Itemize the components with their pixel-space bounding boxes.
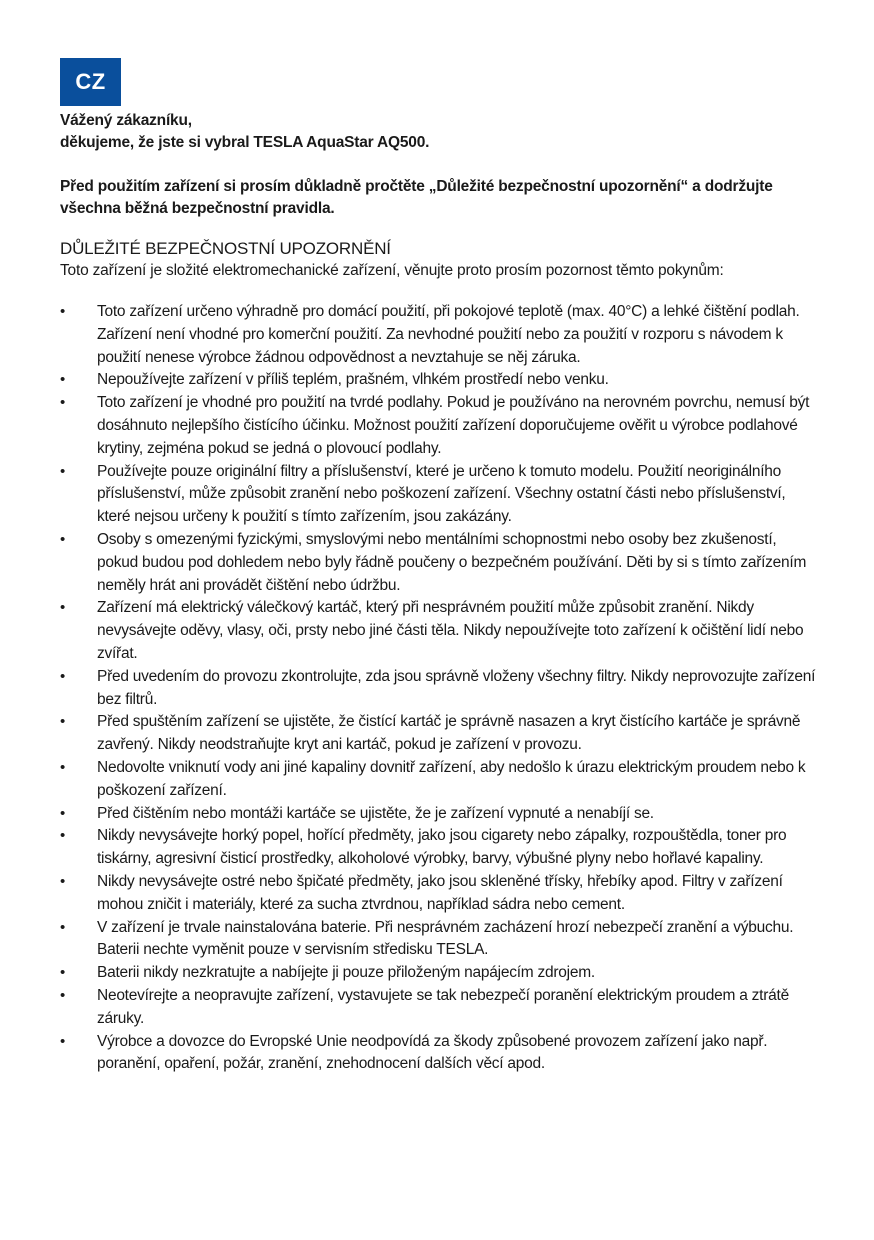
- list-item-text: V zařízení je trvale nainstalována baterie. Při nesprávném zacházení hrozí nebezpečí zranění a výbuchu. Baterii nechte vyměnit pouze v servisním středisku TESLA.: [97, 918, 794, 959]
- list-item: [60, 711, 820, 757]
- bullet-icon: •: [60, 872, 66, 890]
- list-item: [60, 825, 820, 871]
- list-item: [60, 461, 820, 529]
- bullet-icon: •: [60, 394, 66, 412]
- list-item: [60, 985, 820, 1031]
- section-lead: Toto zařízení je složité elektromechanické zařízení, věnujte proto prosím pozornost těmto pokynům:: [60, 262, 724, 279]
- instruction-text: Před použitím zařízení si prosím důkladně pročtěte „Důležité bezpečnostní upozornění“ a dodržujte všechna běžná bezpečnostní pravidla.: [60, 178, 773, 217]
- list-item-text: Toto zařízení je vhodné pro použití na tvrdé podlahy. Pokud je používáno na nerovném povrchu, nemusí být dosáhnuto nejlepšího čistícího účinku. Možnost použití zařízení doporučujeme ověřit u výrobce podlahové krytiny, zejména pokud se jedná o plovoucí podlahy.: [97, 394, 810, 457]
- list-item-text: Nikdy nevysávejte horký popel, hořící předměty, jako jsou cigarety nebo zápalky, rozpouštědla, toner pro tiskárny, agresivní čisticí prostředky, alkoholové výrobky, barvy, výbušné plyny nebo hořlavé kapaliny.: [97, 827, 787, 868]
- spacer: [60, 154, 820, 176]
- list-item-text: Před čištěním nebo montáži kartáče se ujistěte, že je zařízení vypnuté a nenabíjí se.: [97, 804, 654, 822]
- section-title: DŮLEŽITÉ BEZPEČNOSTNÍ UPOZORNĚNÍ: [60, 239, 391, 258]
- list-item-text: Před spuštěním zařízení se ujistěte, že čistící kartáč je správně nasazen a kryt čistícího kartáče je správně zavřený. Nikdy neodstraňujte kryt ani kartáč, pokud je zařízení v provozu.: [97, 713, 801, 754]
- list-item: [60, 871, 820, 917]
- list-item-text: Nikdy nevysávejte ostré nebo špičaté předměty, jako jsou skleněné třísky, hřebíky apod. Filtry v zařízení mohou zničit i materiály, které za sucha ztvrdnou, například sádra nebo cement.: [97, 872, 783, 913]
- list-item-text: Neotevírejte a neopravujte zařízení, vystavujete se tak nebezpečí poranění elektrickým proudem a ztrátě záruky.: [97, 986, 789, 1027]
- safety-rules-list: [60, 301, 820, 1076]
- bullet-icon: •: [60, 986, 66, 1004]
- bullet-icon: •: [60, 713, 66, 731]
- list-item: [60, 1031, 820, 1077]
- list-item: [60, 962, 820, 985]
- bullet-icon: •: [60, 758, 66, 776]
- bullet-icon: •: [60, 1032, 66, 1050]
- bullet-icon: •: [60, 530, 66, 548]
- list-item-text: Osoby s omezenými fyzickými, smyslovými nebo mentálními schopnostmi nebo osoby bez zkušeností, pokud budou pod dohledem nebo byly řádně poučeny o bezpečném používání. Děti by si s tímto zařízením neměly hrát ani provádět čištění nebo údržbu.: [97, 530, 807, 594]
- list-item-text: Nepoužívejte zařízení v příliš teplém, prašném, vlhkém prostředí nebo venku.: [97, 371, 609, 389]
- thanks-line: děkujeme, že jste si vybral TESLA AquaStar AQ500.: [60, 134, 430, 151]
- bullet-icon: •: [60, 371, 66, 389]
- list-item-text: Používejte pouze originální filtry a příslušenství, které je určeno k tomuto modelu. Použití neoriginálního příslušenství, může způsobit zranění nebo poškození zařízení. Všechny ostatní části nebo příslušenství, které nejsou určeny k použití s tímto zařízením, jsou zakázány.: [97, 462, 786, 526]
- list-item-text: Před uvedením do provozu zkontrolujte, zda jsou správně vloženy všechny filtry. Nikdy neprovozujte zařízení bez filtrů.: [97, 667, 816, 708]
- bullet-icon: •: [60, 667, 66, 685]
- list-item-text: Toto zařízení určeno výhradně pro domácí použití, při pokojové teplotě (max. 40°C) a lehké čištění podlah. Zařízení není vhodné pro komerční použití. Za nevhodné použití nebo za použití v rozporu s návodem k použití nenese výrobce žádnou odpovědnost a nevztahuje se něj záruka.: [97, 303, 800, 366]
- list-item: [60, 597, 820, 665]
- list-item-text: Výrobce a dovozce do Evropské Unie neodpovídá za škody způsobené provozem zařízení jako např. poranění, opaření, požár, zranění, znehodnocení dalších věcí apod.: [97, 1032, 768, 1073]
- list-item-text: Nedovolte vniknutí vody ani jiné kapaliny dovnitř zařízení, aby nedošlo k úrazu elektrickým proudem nebo k poškození zařízení.: [97, 758, 806, 799]
- list-item: [60, 301, 820, 369]
- list-item: [60, 666, 820, 712]
- bullet-icon: •: [60, 827, 66, 845]
- document-page: [60, 58, 820, 1076]
- list-item: [60, 369, 820, 392]
- bullet-icon: •: [60, 599, 66, 617]
- bullet-icon: •: [60, 462, 66, 480]
- list-item: [60, 757, 820, 803]
- bullet-icon: •: [60, 918, 66, 936]
- list-item-text: Baterii nikdy nezkratujte a nabíjejte ji pouze přiloženým napájecím zdrojem.: [97, 964, 595, 982]
- list-item: [60, 917, 820, 963]
- intro-block: [60, 110, 820, 220]
- language-badge: [60, 58, 121, 106]
- bullet-icon: •: [60, 804, 66, 822]
- list-item: [60, 529, 820, 597]
- greeting: Vážený zákazníku,: [60, 112, 192, 129]
- list-item: [60, 392, 820, 460]
- bullet-icon: •: [60, 303, 66, 320]
- language-badge-label: CZ: [75, 69, 106, 94]
- list-item-text: Zařízení má elektrický válečkový kartáč, který při nesprávném použití může způsobit zranění. Nikdy nevysávejte oděvy, vlasy, oči, prsty nebo jiné části těla. Nikdy nepoužívejte toto zařízení k očištění lidí nebo zvířat.: [97, 599, 804, 662]
- bullet-icon: •: [60, 964, 66, 982]
- list-item: [60, 803, 820, 826]
